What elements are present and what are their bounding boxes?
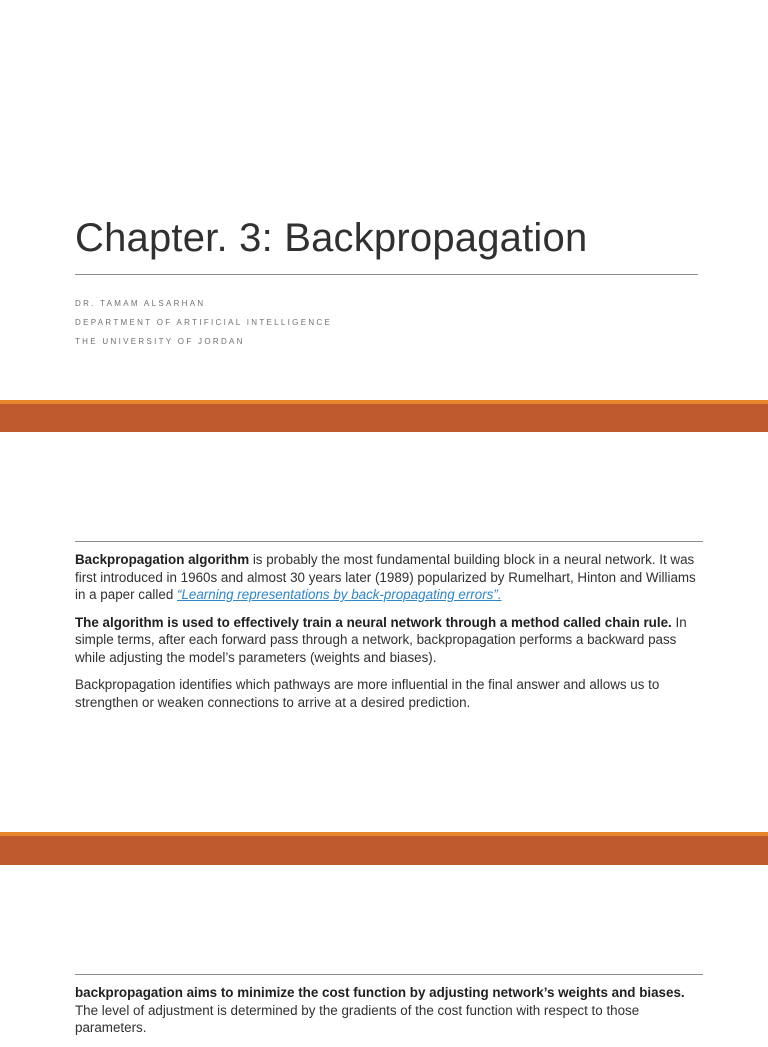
- slide-body: [75, 984, 705, 1047]
- content-slide-intro: [0, 432, 768, 832]
- quote-open: “: [177, 587, 182, 602]
- intro-paragraph: [75, 551, 705, 604]
- paper-link[interactable]: Learning representations by back-propagating errors: [181, 587, 494, 602]
- content-divider: [75, 974, 703, 975]
- title-slide: [0, 0, 768, 400]
- title-divider: [75, 274, 698, 275]
- chain-rule-paragraph: [75, 614, 705, 667]
- intro-text: is probably the most fundamental building block in a neural network. It was first introduced in 1960s and almost 30 years later (1989) popularized by Rumelhart, Hinton and Williams in a paper called: [75, 552, 696, 602]
- cost-function-paragraph: [75, 984, 705, 1037]
- slide-separator: [0, 832, 768, 865]
- cost-function-statement: backpropagation aims to minimize the cost function by adjusting network’s weights and biases.: [75, 985, 685, 1000]
- pathways-paragraph: Backpropagation identifies which pathways are more influential in the final answer and allows us to strengthen or weaken connections to arrive at a desired prediction.: [75, 677, 660, 710]
- slide-title: Chapter. 3: Backpropagation: [75, 216, 588, 260]
- content-slide-cost-function: [0, 865, 768, 1035]
- cost-function-text: The level of adjustment is determined by the gradients of the cost function with respect to those parameters.: [75, 1002, 640, 1035]
- slide-body: [75, 551, 705, 721]
- content-divider: [75, 541, 703, 542]
- department-name: DEPARTMENT OF ARTIFICIAL INTELLIGENCE: [75, 318, 333, 327]
- chain-rule-statement: The algorithm is used to effectively train a neural network through a method called chain rule.: [75, 614, 672, 630]
- author-name: DR. TAMAM ALSARHAN: [75, 299, 206, 308]
- term-backpropagation-algorithm: Backpropagation algorithm: [75, 552, 250, 567]
- quote-close: ”.: [493, 587, 502, 602]
- slide-separator: [0, 400, 768, 432]
- university-name: THE UNIVERSITY OF JORDAN: [75, 337, 245, 346]
- chain-rule-text: In simple terms, after each forward pass through a network, backpropagation performs a backward pass while adjusting the model’s parameters (weights and biases).: [75, 614, 687, 665]
